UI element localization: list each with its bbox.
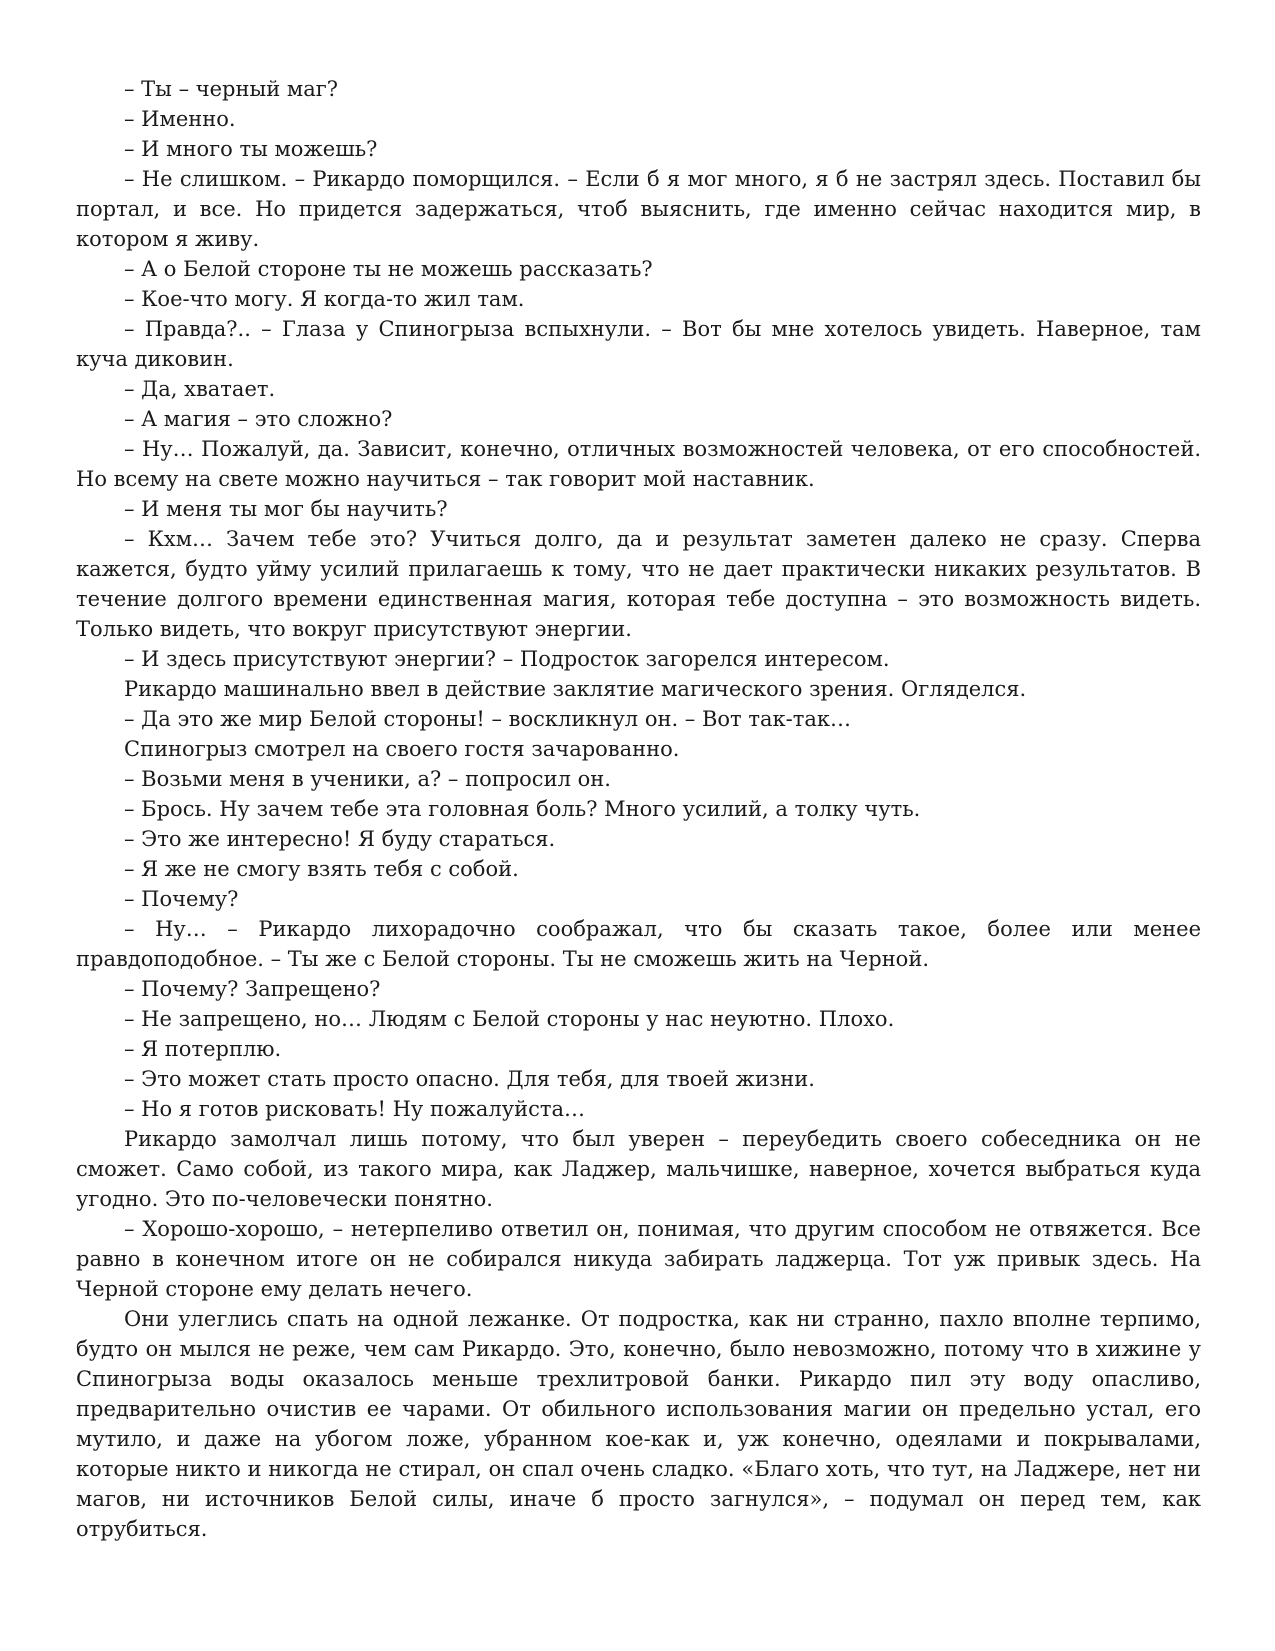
paragraph: – Кое-что могу. Я когда-то жил там. <box>124 287 525 311</box>
paragraph: – Почему? Запрещено? <box>124 977 381 1001</box>
paragraph: – И здесь присутствуют энергии? – Подросток загорелся интересом. <box>124 647 890 671</box>
paragraph: – Возьми меня в ученики, а? – попросил он. <box>124 767 611 791</box>
paragraph: – Но я готов рисковать! Ну пожалуйста… <box>124 1097 586 1121</box>
paragraph: – Не слишком. – Рикардо поморщился. – Если б я мог много, я б не застрял здесь. Поставил бы портал, и все. Но придется задержаться, чтоб выяснить, где именно сейчас находится мир, в котором я живу. <box>76 167 1201 251</box>
paragraph: – Именно. <box>124 107 236 131</box>
paragraph: Они улеглись спать на одной лежанке. От подростка, как ни странно, пахло вполне терпимо, будто он мылся не реже, чем сам Рикардо. Это, конечно, было невозможно, потому что в хижине у Спиногрыза воды оказалось меньше трехлитровой банки. Рикардо пил эту воду опасливо, предварительно очистив ее чарами. От обильного использования магии он предельно устал, его мутило, и даже на убогом ложе, убранном кое-как и, уж конечно, одеялами и покрывалами, которые никто и никогда не стирал, он спал очень сладко. «Благо хоть, что тут, на Ладжере, нет ни магов, ни источников Белой силы, иначе б просто загнулся», – подумал он перед тем, как отрубиться. <box>76 1307 1201 1541</box>
paragraph: Рикардо замолчал лишь потому, что был уверен – переубедить своего собеседника он не сможет. Само собой, из такого мира, как Ладжер, мальчишке, наверное, хочется выбраться куда угодно. Это по-человечески понятно. <box>76 1127 1201 1211</box>
paragraph: – Да это же мир Белой стороны! – воскликнул он. – Вот так-так… <box>124 707 851 731</box>
paragraph: – А магия – это сложно? <box>124 407 393 431</box>
paragraph: – Это же интересно! Я буду стараться. <box>124 827 556 851</box>
paragraph: – Кхм… Зачем тебе это? Учиться долго, да и результат заметен далеко не сразу. Сперва кажется, будто уйму усилий прилагаешь к тому, что не дает практически никаких результатов. В течение долгого времени единственная магия, которая тебе доступна – это возможность видеть. Только видеть, что вокруг присутствуют энергии. <box>76 527 1201 641</box>
document-page <box>76 74 1201 1544</box>
paragraph: – Брось. Ну зачем тебе эта головная боль? Много усилий, а толку чуть. <box>124 797 921 821</box>
paragraph: – Ну… Пожалуй, да. Зависит, конечно, отличных возможностей человека, от его способностей. Но всему на свете можно научиться – так говорит мой наставник. <box>76 437 1201 491</box>
paragraph: – Почему? <box>124 887 239 911</box>
paragraph: – Хорошо-хорошо, – нетерпеливо ответил он, понимая, что другим способом не отвяжется. Все равно в конечном итоге он не собирался никуда забирать ладжерца. Тот уж привык здесь. На Черной стороне ему делать нечего. <box>76 1217 1201 1301</box>
paragraph: – И меня ты мог бы научить? <box>124 497 448 521</box>
paragraph: – Правда?.. – Глаза у Спиногрыза вспыхнули. – Вот бы мне хотелось увидеть. Наверное, там куча диковин. <box>76 317 1201 371</box>
paragraph: – Да, хватает. <box>124 377 276 401</box>
paragraph: – Я потерплю. <box>124 1037 282 1061</box>
paragraph: – А о Белой стороне ты не можешь рассказать? <box>124 257 653 281</box>
paragraph: – Я же не смогу взять тебя с собой. <box>124 857 519 881</box>
paragraph: – Не запрещено, но… Людям с Белой стороны у нас неуютно. Плохо. <box>124 1007 895 1031</box>
paragraph: – Ну… – Рикардо лихорадочно соображал, что бы сказать такое, более или менее правдоподобное. – Ты же с Белой стороны. Ты не сможешь жить на Черной. <box>76 917 1201 971</box>
paragraph: Рикардо машинально ввел в действие заклятие магического зрения. Огляделся. <box>124 677 1027 701</box>
paragraph: – И много ты можешь? <box>124 137 378 161</box>
paragraph: – Ты – черный маг? <box>124 77 338 101</box>
paragraph: Спиногрыз смотрел на своего гостя зачарованно. <box>124 737 680 761</box>
paragraph: – Это может стать просто опасно. Для тебя, для твоей жизни. <box>124 1067 815 1091</box>
